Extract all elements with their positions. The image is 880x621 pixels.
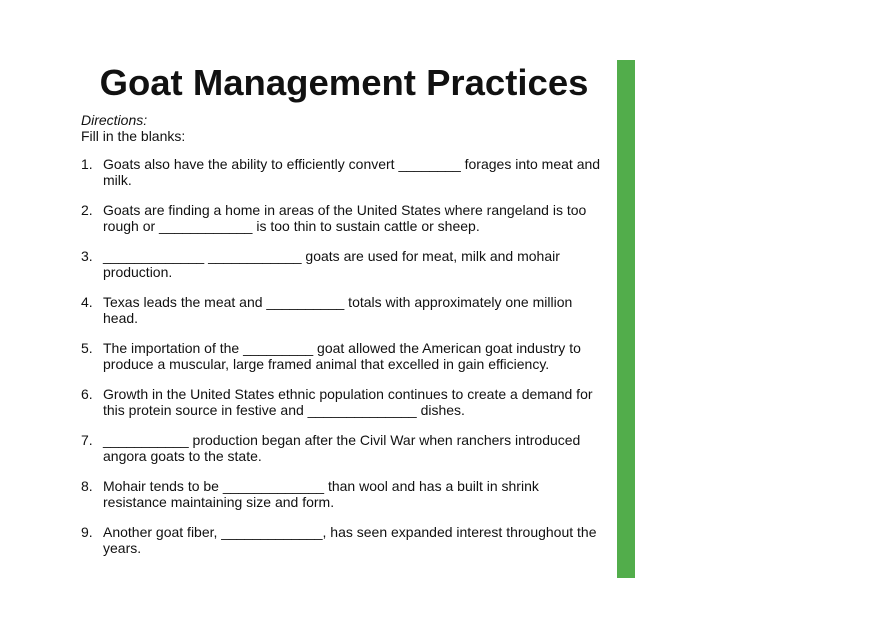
question-number: 4.: [81, 294, 93, 310]
question-line: Texas leads the meat and __________ totals with approximately one million: [103, 294, 573, 310]
question-line: Goats are finding a home in areas of the United States where rangeland is too: [103, 202, 587, 218]
question-line: years.: [103, 539, 142, 556]
question-item: [81, 249, 600, 295]
question-number: 7.: [81, 432, 93, 448]
question-item: [81, 479, 600, 525]
question-line: The importation of the _________ goat allowed the American goat industry to: [103, 340, 581, 356]
question-number: 6.: [81, 386, 93, 402]
question-item: [81, 387, 600, 433]
page-title: Goat Management Practices: [99, 62, 589, 103]
accent-bar: [617, 60, 635, 578]
question-number: 8.: [81, 478, 93, 494]
question-line: Growth in the United States ethnic population continues to create a demand for: [103, 386, 593, 402]
question-line: this protein source in festive and ______________ dishes.: [103, 401, 465, 418]
question-line: produce a muscular, large framed animal that excelled in gain efficiency.: [103, 355, 550, 372]
question-number: 1.: [81, 156, 93, 172]
question-item: [81, 203, 600, 249]
question-item: [81, 157, 600, 203]
question-line: head.: [103, 309, 139, 326]
directions-instruction: Fill in the blanks:: [81, 127, 186, 144]
question-number: 9.: [81, 524, 93, 540]
question-line: milk.: [103, 171, 132, 188]
question-line: resistance maintaining size and form.: [103, 493, 335, 510]
question-line: angora goats to the state.: [103, 447, 262, 464]
directions-label: Directions:: [81, 112, 148, 128]
question-line: Mohair tends to be _____________ than wool and has a built in shrink: [103, 478, 539, 494]
question-line: ___________ production began after the Civil War when ranchers introduced: [103, 432, 581, 448]
question-number: 5.: [81, 340, 93, 356]
question-item: [81, 295, 600, 341]
question-item: [81, 525, 600, 571]
question-line: rough or ____________ is too thin to sustain cattle or sheep.: [103, 217, 480, 234]
question-number: 2.: [81, 202, 93, 218]
question-line: Goats also have the ability to efficiently convert ________ forages into meat and: [103, 156, 601, 172]
question-number: 3.: [81, 248, 93, 264]
question-item: [81, 341, 600, 387]
question-line: production.: [103, 263, 173, 280]
question-list: [81, 157, 600, 571]
question-item: [81, 433, 600, 479]
directions: [81, 113, 185, 144]
question-line: _____________ ____________ goats are used for meat, milk and mohair: [103, 248, 560, 264]
question-line: Another goat fiber, _____________, has seen expanded interest throughout the: [103, 524, 597, 540]
